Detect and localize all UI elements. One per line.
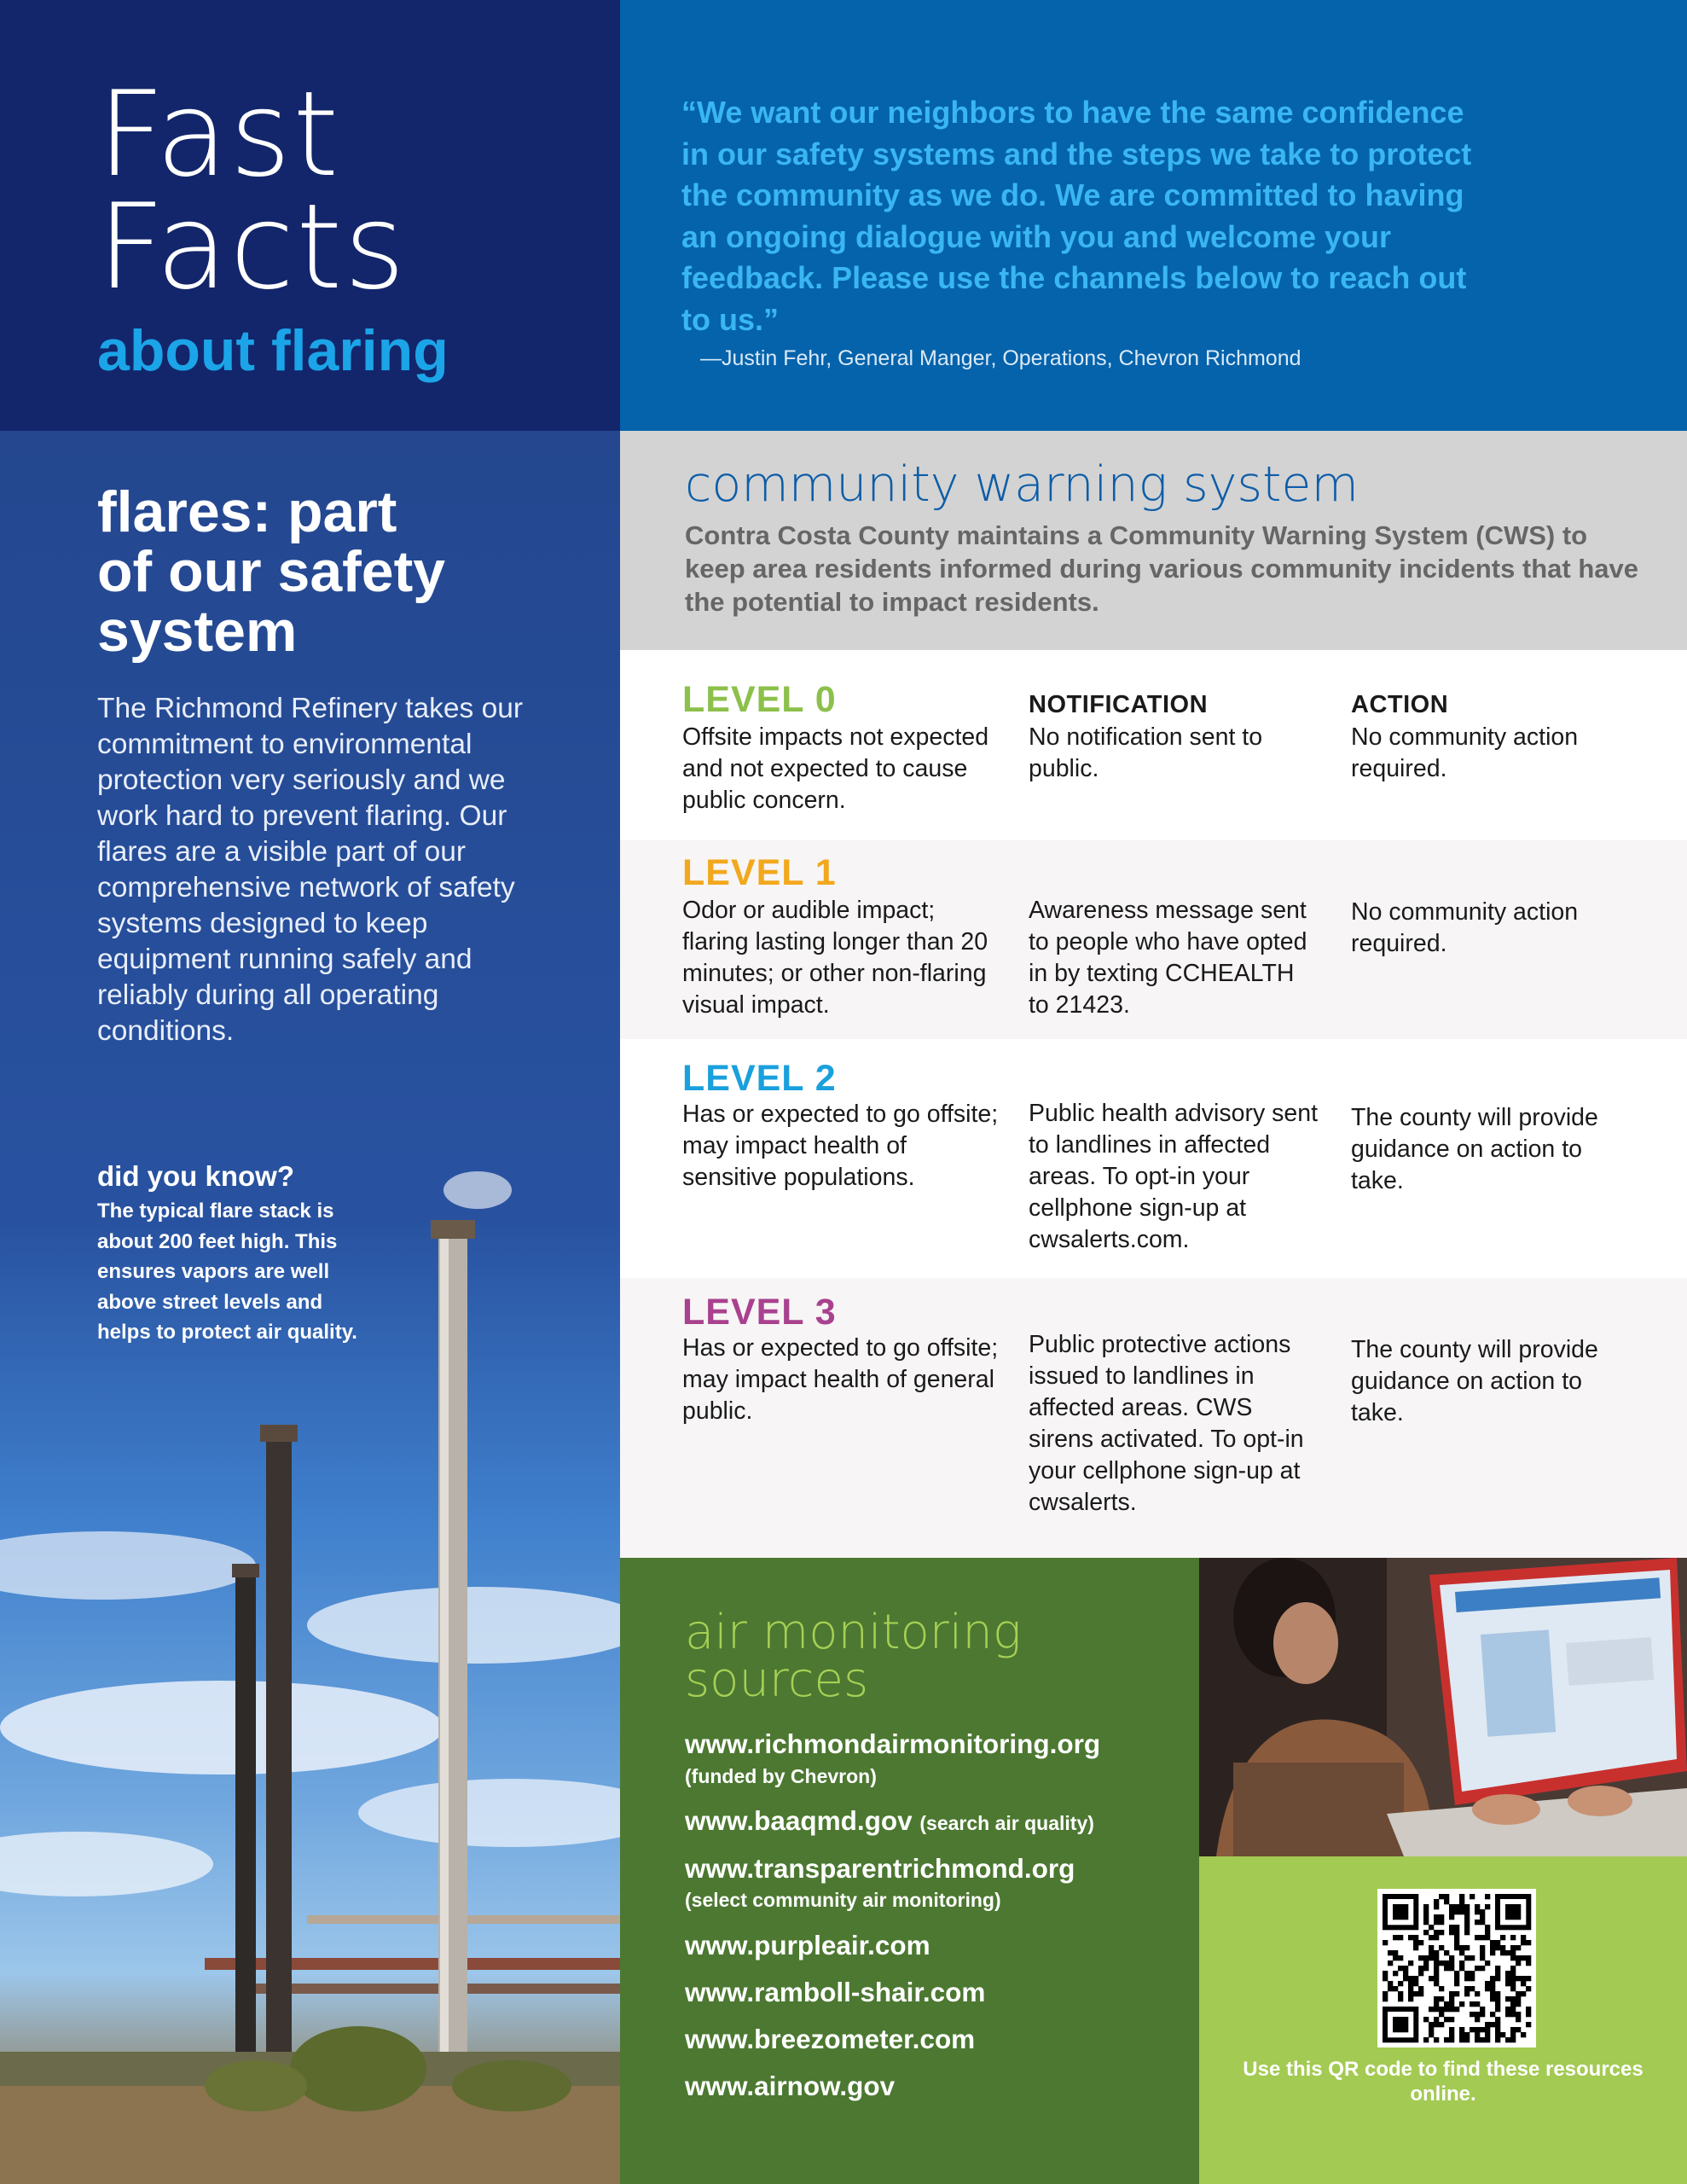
notification-header: NOTIFICATION bbox=[1029, 691, 1209, 718]
flares-section bbox=[0, 431, 620, 2184]
air-link-url[interactable]: www.ramboll-shair.com bbox=[685, 1977, 986, 2007]
level-row bbox=[620, 650, 1687, 840]
cws-title: community warning system bbox=[685, 456, 1359, 513]
air-monitoring-section bbox=[620, 1558, 1199, 2184]
title-block bbox=[0, 0, 620, 431]
laptop-illustration bbox=[1199, 1558, 1687, 1856]
level-action: No community action required. bbox=[1351, 898, 1579, 957]
air-link[interactable] bbox=[685, 2024, 975, 2055]
qr-code[interactable] bbox=[1377, 1889, 1536, 2048]
air-link-url[interactable]: www.breezometer.com bbox=[685, 2024, 976, 2054]
air-link-url[interactable]: www.baaqmd.gov bbox=[685, 1805, 913, 1836]
air-link[interactable] bbox=[685, 1805, 1094, 1837]
level-description: Offsite impacts not expected and not expected to cause public concern. bbox=[682, 723, 989, 814]
level-row bbox=[620, 1278, 1687, 1558]
level-action: The county will provide guidance on action to take. bbox=[1351, 1104, 1598, 1194]
level-row bbox=[620, 840, 1687, 1039]
level-description: Has or expected to go offsite; may impact health of general public. bbox=[682, 1334, 999, 1425]
action-header: ACTION bbox=[1351, 691, 1449, 718]
level-action: No community action required. bbox=[1351, 723, 1579, 782]
level-label: LEVEL 2 bbox=[682, 1058, 837, 1099]
air-monitoring-title: air monitoring sources bbox=[685, 1605, 1022, 1708]
level-description: Odor or audible impact; flaring lasting longer than 20 minutes; or other non-flaring visual impact. bbox=[682, 897, 988, 1019]
air-link[interactable] bbox=[685, 1930, 930, 1961]
level-notification: Public health advisory sent to landlines in affected areas. To opt-in your cellphone sign-up at cwsalerts.com. bbox=[1029, 1100, 1319, 1253]
air-link[interactable] bbox=[685, 1728, 1100, 1760]
qr-caption: Use this QR code to find these resources online. bbox=[1243, 2058, 1644, 2106]
level-label: LEVEL 0 bbox=[682, 679, 837, 720]
air-link-note: (search air quality) bbox=[919, 1812, 1094, 1834]
did-you-know-body: The typical flare stack is about 200 feet high. This ensures vapors are well above street levels and helps to protect air quality. bbox=[97, 1199, 357, 1344]
level-label: LEVEL 3 bbox=[682, 1292, 837, 1333]
level-description: Has or expected to go offsite; may impact health of sensitive populations. bbox=[682, 1101, 999, 1191]
air-link-url[interactable]: www.airnow.gov bbox=[685, 2071, 896, 2101]
quote-block bbox=[620, 0, 1687, 431]
level-label: LEVEL 1 bbox=[682, 852, 837, 893]
qr-code-image[interactable] bbox=[1377, 1889, 1536, 2048]
air-link-sub: (select community air monitoring) bbox=[685, 1889, 1001, 1911]
qr-section bbox=[1199, 1856, 1687, 2184]
laptop-photo bbox=[1199, 1558, 1687, 1856]
title-line-fast: Fast bbox=[97, 66, 341, 203]
level-row bbox=[620, 1039, 1687, 1278]
air-link-url[interactable]: www.purpleair.com bbox=[685, 1930, 930, 1960]
flares-heading: flares: part of our safety system bbox=[97, 479, 446, 664]
air-link-url[interactable]: www.richmondairmonitoring.org bbox=[685, 1728, 1101, 1759]
level-notification: Public protective actions issued to landlines in affected areas. CWS sirens activated. To opt-in your cellphone sign-up at cwsalerts. bbox=[1029, 1331, 1304, 1516]
air-link[interactable] bbox=[685, 2071, 895, 2102]
did-you-know-heading: did you know? bbox=[97, 1160, 294, 1192]
quote-attribution: —Justin Fehr, General Manger, Operations, Chevron Richmond bbox=[700, 346, 1301, 370]
level-action: The county will provide guidance on action to take. bbox=[1351, 1336, 1598, 1426]
title-line-facts: Facts bbox=[97, 178, 408, 316]
page-subtitle: about flaring bbox=[97, 318, 449, 383]
air-link-sub: (funded by Chevron) bbox=[685, 1765, 877, 1787]
air-link[interactable] bbox=[685, 1853, 1075, 1885]
level-notification: No notification sent to public. bbox=[1029, 723, 1263, 782]
air-link[interactable] bbox=[685, 1977, 985, 2008]
cws-description: Contra Costa County maintains a Community Warning System (CWS) to keep area residents informed during various community incidents that have the potential to impact residents. bbox=[685, 520, 1639, 617]
air-link-url[interactable]: www.transparentrichmond.org bbox=[685, 1853, 1075, 1884]
cws-header bbox=[620, 431, 1687, 650]
level-notification: Awareness message sent to people who have opted in by texting CCHEALTH to 21423. bbox=[1029, 897, 1307, 1019]
page-title bbox=[97, 66, 408, 316]
quote-text: “We want our neighbors to have the same confidence in our safety systems and the steps we take to protect the community as we do. We are committed to having an ongoing dialogue with you and welcome your feedback. Please use the channels below to reach out to us.” bbox=[681, 95, 1472, 337]
flares-body: The Richmond Refinery takes our commitment to environmental protection very seriously and we work hard to prevent flaring. Our flares are a visible part of our comprehensive network of safety systems designed to keep equipment running safely and reliably during all operating conditions. bbox=[97, 693, 523, 1047]
